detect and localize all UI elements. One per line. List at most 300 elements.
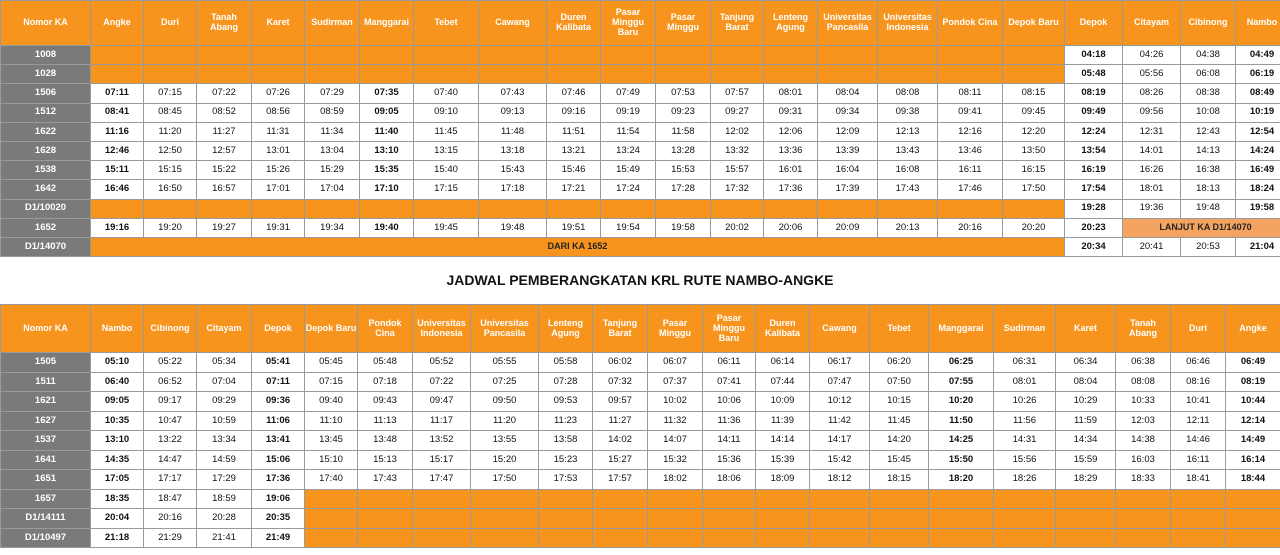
time-cell: 18:33 — [1116, 470, 1171, 490]
time-cell: 06:31 — [994, 353, 1056, 373]
time-cell: 15:26 — [252, 161, 305, 180]
time-cell: 08:04 — [1056, 372, 1116, 392]
time-cell: 19:20 — [144, 218, 197, 237]
time-cell: 17:24 — [601, 180, 656, 199]
column-header-duri: Duri — [144, 1, 197, 46]
time-cell: 06:14 — [756, 353, 810, 373]
time-cell: 14:47 — [144, 450, 197, 470]
time-cell: 18:41 — [1171, 470, 1226, 490]
empty-cell — [305, 528, 358, 548]
time-cell: 07:40 — [414, 84, 479, 103]
empty-cell — [601, 199, 656, 218]
time-cell: 12:11 — [1171, 411, 1226, 431]
time-cell: 11:42 — [810, 411, 870, 431]
time-cell: 04:49 — [1236, 46, 1280, 65]
time-cell: 10:06 — [703, 392, 756, 412]
time-cell: 18:26 — [994, 470, 1056, 490]
time-cell: 06:46 — [1171, 353, 1226, 373]
time-cell: 10:59 — [197, 411, 252, 431]
train-number: 1642 — [1, 180, 91, 199]
empty-cell — [810, 528, 870, 548]
empty-cell — [360, 46, 414, 65]
time-cell: 15:22 — [197, 161, 252, 180]
time-cell: 12:03 — [1116, 411, 1171, 431]
time-cell: 17:39 — [818, 180, 878, 199]
empty-cell — [764, 199, 818, 218]
time-cell: 07:04 — [197, 372, 252, 392]
empty-cell — [305, 509, 358, 529]
time-cell: 14:01 — [1123, 141, 1181, 160]
time-cell: 09:19 — [601, 103, 656, 122]
time-cell: 09:57 — [593, 392, 648, 412]
time-cell: 12:43 — [1181, 122, 1236, 141]
time-cell: 07:50 — [870, 372, 929, 392]
column-header-universitas-pancasila: Universitas Pancasila — [818, 1, 878, 46]
table-row — [1, 237, 1280, 256]
time-cell: 08:19 — [1065, 84, 1123, 103]
time-cell: 18:09 — [756, 470, 810, 490]
column-header-depok-baru: Depok Baru — [1003, 1, 1065, 46]
time-cell: 17:17 — [144, 470, 197, 490]
time-cell: 08:59 — [305, 103, 360, 122]
time-cell: 21:49 — [252, 528, 305, 548]
table-row — [1, 122, 1280, 141]
empty-cell — [656, 199, 711, 218]
table-row — [1, 141, 1280, 160]
time-cell: 19:54 — [601, 218, 656, 237]
time-cell: 17:10 — [360, 180, 414, 199]
time-cell: 18:13 — [1181, 180, 1236, 199]
time-cell: 19:40 — [360, 218, 414, 237]
time-cell: 05:58 — [539, 353, 593, 373]
time-cell: 20:09 — [818, 218, 878, 237]
table-row — [1, 528, 1280, 548]
train-number: 1657 — [1, 489, 91, 509]
time-cell: 16:15 — [1003, 161, 1065, 180]
empty-cell — [648, 528, 703, 548]
time-cell: 08:16 — [1171, 372, 1226, 392]
time-cell: 10:20 — [929, 392, 994, 412]
time-cell: 20:28 — [197, 509, 252, 529]
time-cell: 15:43 — [479, 161, 547, 180]
time-cell: 08:52 — [197, 103, 252, 122]
time-cell: 06:07 — [648, 353, 703, 373]
empty-cell — [547, 46, 601, 65]
time-cell: 15:59 — [1056, 450, 1116, 470]
time-cell: 17:01 — [252, 180, 305, 199]
time-cell: 10:08 — [1181, 103, 1236, 122]
time-cell: 13:39 — [818, 141, 878, 160]
time-cell: 17:18 — [479, 180, 547, 199]
empty-cell — [703, 528, 756, 548]
time-cell: 10:15 — [870, 392, 929, 412]
time-cell: 11:39 — [756, 411, 810, 431]
time-cell: 15:27 — [593, 450, 648, 470]
time-cell: 19:16 — [91, 218, 144, 237]
time-cell: 11:10 — [305, 411, 358, 431]
empty-cell — [810, 509, 870, 529]
time-cell: 08:41 — [91, 103, 144, 122]
time-cell: 14:34 — [1056, 431, 1116, 451]
table-row — [1, 372, 1280, 392]
empty-cell — [593, 489, 648, 509]
column-header-tebet: Tebet — [414, 1, 479, 46]
time-cell: 15:49 — [601, 161, 656, 180]
time-cell: 12:16 — [938, 122, 1003, 141]
time-cell: 09:45 — [1003, 103, 1065, 122]
train-number: 1008 — [1, 46, 91, 65]
time-cell: 12:20 — [1003, 122, 1065, 141]
train-number: D1/14070 — [1, 237, 91, 256]
time-cell: 18:15 — [870, 470, 929, 490]
time-cell: 12:09 — [818, 122, 878, 141]
schedule-table-nambo-angke — [0, 304, 1280, 548]
time-cell: 11:45 — [414, 122, 479, 141]
empty-cell — [547, 65, 601, 84]
time-cell: 11:17 — [413, 411, 471, 431]
time-cell: 11:34 — [305, 122, 360, 141]
time-cell: 12:06 — [764, 122, 818, 141]
empty-cell — [818, 199, 878, 218]
time-cell: 15:20 — [471, 450, 539, 470]
time-cell: 17:21 — [547, 180, 601, 199]
continuation-note: LANJUT KA D1/14070 — [1123, 218, 1280, 237]
time-cell: 11:51 — [547, 122, 601, 141]
time-cell: 17:15 — [414, 180, 479, 199]
empty-cell — [648, 489, 703, 509]
time-cell: 15:42 — [810, 450, 870, 470]
column-header-depok: Depok — [1065, 1, 1123, 46]
time-cell: 15:29 — [305, 161, 360, 180]
time-cell: 07:11 — [91, 84, 144, 103]
empty-cell — [756, 528, 810, 548]
column-header-sudirman: Sudirman — [305, 1, 360, 46]
empty-cell — [197, 65, 252, 84]
column-header-tanjung-barat: Tanjung Barat — [593, 305, 648, 353]
table-row — [1, 103, 1280, 122]
empty-cell — [1003, 65, 1065, 84]
time-cell: 11:27 — [593, 411, 648, 431]
table-row — [1, 161, 1280, 180]
empty-cell — [197, 199, 252, 218]
empty-cell — [764, 46, 818, 65]
train-number: 1622 — [1, 122, 91, 141]
time-cell: 15:15 — [144, 161, 197, 180]
empty-cell — [711, 199, 764, 218]
time-cell: 15:46 — [547, 161, 601, 180]
time-cell: 13:36 — [764, 141, 818, 160]
empty-cell — [1171, 509, 1226, 529]
time-cell: 13:50 — [1003, 141, 1065, 160]
empty-cell — [360, 199, 414, 218]
time-cell: 08:38 — [1181, 84, 1236, 103]
time-cell: 17:50 — [471, 470, 539, 490]
time-cell: 06:34 — [1056, 353, 1116, 373]
time-cell: 06:52 — [144, 372, 197, 392]
empty-cell — [1171, 489, 1226, 509]
time-cell: 17:57 — [593, 470, 648, 490]
time-cell: 20:16 — [144, 509, 197, 529]
empty-cell — [358, 528, 413, 548]
time-cell: 18:01 — [1123, 180, 1181, 199]
time-cell: 07:35 — [360, 84, 414, 103]
train-number: 1511 — [1, 372, 91, 392]
time-cell: 13:04 — [305, 141, 360, 160]
time-cell: 05:55 — [471, 353, 539, 373]
time-cell: 11:58 — [656, 122, 711, 141]
empty-cell — [1116, 489, 1171, 509]
time-cell: 19:06 — [252, 489, 305, 509]
table-row — [1, 489, 1280, 509]
time-cell: 17:36 — [764, 180, 818, 199]
time-cell: 05:45 — [305, 353, 358, 373]
train-number: 1651 — [1, 470, 91, 490]
time-cell: 05:52 — [413, 353, 471, 373]
time-cell: 09:49 — [1065, 103, 1123, 122]
time-cell: 11:06 — [252, 411, 305, 431]
time-cell: 17:36 — [252, 470, 305, 490]
time-cell: 21:29 — [144, 528, 197, 548]
time-cell: 17:04 — [305, 180, 360, 199]
time-cell: 19:58 — [656, 218, 711, 237]
time-cell: 08:04 — [818, 84, 878, 103]
time-cell: 08:56 — [252, 103, 305, 122]
time-cell: 11:16 — [91, 122, 144, 141]
time-cell: 16:04 — [818, 161, 878, 180]
time-cell: 04:26 — [1123, 46, 1181, 65]
empty-cell — [252, 65, 305, 84]
column-header-nambo: Nambo — [91, 305, 144, 353]
empty-cell — [929, 489, 994, 509]
time-cell: 17:46 — [938, 180, 1003, 199]
time-cell: 17:53 — [539, 470, 593, 490]
column-header-nomor-ka: Nomor KA — [1, 1, 91, 46]
time-cell: 16:03 — [1116, 450, 1171, 470]
time-cell: 15:40 — [414, 161, 479, 180]
time-cell: 05:48 — [358, 353, 413, 373]
empty-cell — [1003, 199, 1065, 218]
empty-cell — [471, 489, 539, 509]
empty-cell — [197, 46, 252, 65]
time-cell: 11:45 — [870, 411, 929, 431]
train-number: D1/14111 — [1, 509, 91, 529]
empty-cell — [413, 489, 471, 509]
empty-cell — [818, 65, 878, 84]
time-cell: 05:56 — [1123, 65, 1181, 84]
time-cell: 13:45 — [305, 431, 358, 451]
time-cell: 19:58 — [1236, 199, 1280, 218]
column-header-sudirman: Sudirman — [994, 305, 1056, 353]
time-cell: 11:56 — [994, 411, 1056, 431]
table-row — [1, 218, 1280, 237]
empty-cell — [1226, 528, 1280, 548]
time-cell: 07:22 — [413, 372, 471, 392]
train-number: 1627 — [1, 411, 91, 431]
column-header-lenteng-agung: Lenteng Agung — [764, 1, 818, 46]
time-cell: 15:39 — [756, 450, 810, 470]
time-cell: 14:24 — [1236, 141, 1280, 160]
time-cell: 21:18 — [91, 528, 144, 548]
time-cell: 12:14 — [1226, 411, 1280, 431]
time-cell: 20:35 — [252, 509, 305, 529]
time-cell: 09:17 — [144, 392, 197, 412]
time-cell: 05:41 — [252, 353, 305, 373]
table-row — [1, 84, 1280, 103]
time-cell: 15:11 — [91, 161, 144, 180]
time-cell: 14:02 — [593, 431, 648, 451]
empty-cell — [703, 509, 756, 529]
time-cell: 18:20 — [929, 470, 994, 490]
table-row — [1, 199, 1280, 218]
column-header-pasar-minggu-baru: Pasar Minggu Baru — [703, 305, 756, 353]
time-cell: 12:13 — [878, 122, 938, 141]
column-header-universitas-indonesia: Universitas Indonesia — [413, 305, 471, 353]
train-number: 1538 — [1, 161, 91, 180]
time-cell: 15:50 — [929, 450, 994, 470]
empty-cell — [358, 509, 413, 529]
time-cell: 10:44 — [1226, 392, 1280, 412]
empty-cell — [413, 509, 471, 529]
train-number: 1537 — [1, 431, 91, 451]
time-cell: 16:11 — [1171, 450, 1226, 470]
train-number: 1621 — [1, 392, 91, 412]
empty-cell — [994, 489, 1056, 509]
time-cell: 05:48 — [1065, 65, 1123, 84]
time-cell: 16:38 — [1181, 161, 1236, 180]
column-header-lenteng-agung: Lenteng Agung — [539, 305, 593, 353]
time-cell: 07:22 — [197, 84, 252, 103]
time-cell: 09:41 — [938, 103, 1003, 122]
time-cell: 07:18 — [358, 372, 413, 392]
empty-cell — [1171, 528, 1226, 548]
empty-cell — [252, 46, 305, 65]
time-cell: 05:34 — [197, 353, 252, 373]
empty-cell — [870, 489, 929, 509]
time-cell: 11:54 — [601, 122, 656, 141]
time-cell: 14:13 — [1181, 141, 1236, 160]
column-header-duren-kalibata: Duren Kalibata — [756, 305, 810, 353]
time-cell: 13:43 — [878, 141, 938, 160]
time-cell: 16:01 — [764, 161, 818, 180]
time-cell: 12:46 — [91, 141, 144, 160]
column-header-pondok-cina: Pondok Cina — [358, 305, 413, 353]
column-header-karet: Karet — [252, 1, 305, 46]
time-cell: 08:11 — [938, 84, 1003, 103]
empty-cell — [601, 65, 656, 84]
table-row — [1, 431, 1280, 451]
empty-cell — [479, 65, 547, 84]
time-cell: 14:31 — [994, 431, 1056, 451]
time-cell: 09:47 — [413, 392, 471, 412]
time-cell: 10:12 — [810, 392, 870, 412]
time-cell: 12:50 — [144, 141, 197, 160]
column-header-depok-baru: Depok Baru — [305, 305, 358, 353]
time-cell: 17:54 — [1065, 180, 1123, 199]
time-cell: 09:29 — [197, 392, 252, 412]
time-cell: 06:11 — [703, 353, 756, 373]
time-cell: 07:26 — [252, 84, 305, 103]
time-cell: 11:40 — [360, 122, 414, 141]
time-cell: 19:48 — [479, 218, 547, 237]
time-cell: 20:16 — [938, 218, 1003, 237]
time-cell: 16:08 — [878, 161, 938, 180]
train-number: D1/10020 — [1, 199, 91, 218]
empty-cell — [539, 489, 593, 509]
origin-note: DARI KA 1652 — [91, 237, 1065, 256]
time-cell: 06:17 — [810, 353, 870, 373]
empty-cell — [144, 65, 197, 84]
empty-cell — [1116, 528, 1171, 548]
empty-cell — [656, 65, 711, 84]
empty-cell — [593, 528, 648, 548]
time-cell: 05:22 — [144, 353, 197, 373]
time-cell: 15:17 — [413, 450, 471, 470]
empty-cell — [878, 199, 938, 218]
empty-cell — [929, 528, 994, 548]
column-header-tanah-abang: Tanah Abang — [197, 1, 252, 46]
column-header-cawang: Cawang — [479, 1, 547, 46]
empty-cell — [252, 199, 305, 218]
empty-cell — [479, 46, 547, 65]
time-cell: 11:50 — [929, 411, 994, 431]
empty-cell — [305, 199, 360, 218]
time-cell: 09:31 — [764, 103, 818, 122]
column-header-citayam: Citayam — [1123, 1, 1181, 46]
time-cell: 08:08 — [1116, 372, 1171, 392]
train-number: 1628 — [1, 141, 91, 160]
time-cell: 11:48 — [479, 122, 547, 141]
time-cell: 21:41 — [197, 528, 252, 548]
time-cell: 14:17 — [810, 431, 870, 451]
empty-cell — [711, 46, 764, 65]
time-cell: 10:33 — [1116, 392, 1171, 412]
time-cell: 09:27 — [711, 103, 764, 122]
empty-cell — [360, 65, 414, 84]
time-cell: 15:32 — [648, 450, 703, 470]
empty-cell — [414, 46, 479, 65]
time-cell: 11:31 — [252, 122, 305, 141]
column-header-manggarai: Manggarai — [360, 1, 414, 46]
time-cell: 13:10 — [360, 141, 414, 160]
header-row — [1, 305, 1280, 353]
time-cell: 07:11 — [252, 372, 305, 392]
time-cell: 13:01 — [252, 141, 305, 160]
column-header-pondok-cina: Pondok Cina — [938, 1, 1003, 46]
empty-cell — [818, 46, 878, 65]
time-cell: 13:34 — [197, 431, 252, 451]
time-cell: 06:19 — [1236, 65, 1280, 84]
time-cell: 20:41 — [1123, 237, 1181, 256]
empty-cell — [144, 46, 197, 65]
column-header-manggarai: Manggarai — [929, 305, 994, 353]
time-cell: 07:53 — [656, 84, 711, 103]
time-cell: 08:45 — [144, 103, 197, 122]
column-header-universitas-pancasila: Universitas Pancasila — [471, 305, 539, 353]
time-cell: 20:04 — [91, 509, 144, 529]
time-cell: 19:34 — [305, 218, 360, 237]
time-cell: 15:06 — [252, 450, 305, 470]
time-cell: 07:32 — [593, 372, 648, 392]
column-header-nambo: Nambo — [1236, 1, 1280, 46]
time-cell: 13:52 — [413, 431, 471, 451]
time-cell: 15:45 — [870, 450, 929, 470]
time-cell: 16:11 — [938, 161, 1003, 180]
time-cell: 15:13 — [358, 450, 413, 470]
empty-cell — [878, 65, 938, 84]
empty-cell — [870, 509, 929, 529]
time-cell: 15:35 — [360, 161, 414, 180]
empty-cell — [471, 509, 539, 529]
